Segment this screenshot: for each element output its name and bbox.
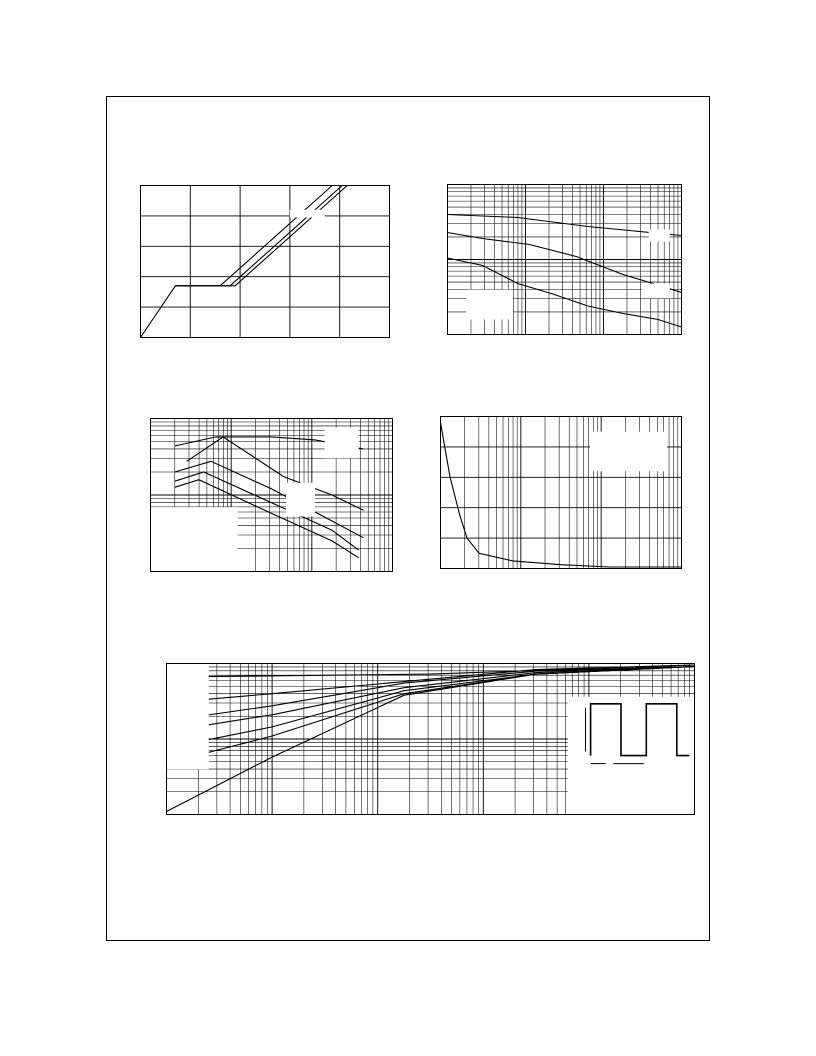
plot-5 xyxy=(166,663,695,815)
plot-2 xyxy=(447,184,682,335)
plot-4 xyxy=(440,416,682,569)
plot-frame xyxy=(141,186,390,338)
series-line-3 xyxy=(175,186,332,286)
annotation-box-1 xyxy=(151,507,238,571)
annotation-box-1 xyxy=(167,664,209,770)
annotation-box-1 xyxy=(649,230,670,242)
series-line-2 xyxy=(175,186,342,286)
annotation-box-1 xyxy=(290,210,325,218)
series-line-1 xyxy=(448,215,682,236)
annotation-box-3 xyxy=(466,290,513,320)
plot-1 xyxy=(140,185,390,338)
annotation-box-3 xyxy=(286,483,315,517)
annotation-box-1 xyxy=(590,432,667,472)
annotation-box-2 xyxy=(325,428,359,459)
annotation-box-2 xyxy=(642,284,670,299)
plot-3 xyxy=(150,418,393,572)
